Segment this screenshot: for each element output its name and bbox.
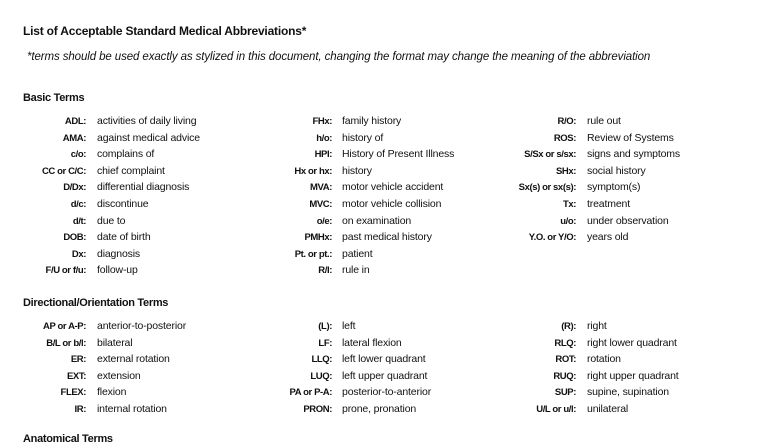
abbreviation: AP or A-P: (43, 321, 86, 332)
abbreviation-cell (0, 248, 332, 265)
abbreviation: MVC: (309, 199, 332, 210)
abbreviation: EXT: (67, 370, 86, 382)
definition: symptom(s) (587, 181, 641, 194)
definition: left lower quadrant (342, 353, 426, 366)
definition: prone, pronation (342, 403, 417, 415)
definition: external rotation (97, 353, 170, 366)
definition: rule in (342, 264, 370, 277)
abbreviation: F/U or f/u: (45, 265, 86, 277)
abbreviation: (R): (561, 321, 576, 332)
definition: against medical advice (97, 131, 200, 144)
abbreviation: SUP: (554, 387, 576, 399)
abbreviation: R/O: (557, 116, 576, 127)
definition: bilateral (97, 336, 133, 349)
definition: Review of Systems (587, 131, 674, 144)
definition: extension (97, 369, 141, 382)
abbreviation: PRON: (303, 404, 332, 415)
abbreviation-cell (0, 320, 576, 337)
format-note: *terms should be used exactly as stylized in this document, changing the format may change the meaning of the abbreviation (27, 51, 651, 63)
abbreviation-cell (0, 215, 576, 232)
abbreviation: LF: (318, 337, 332, 349)
definition: follow-up (97, 264, 138, 277)
abbreviation: d/c: (70, 199, 86, 210)
abbreviation: Dx: (71, 248, 86, 260)
definition: diagnosis (97, 247, 141, 260)
definition: history (342, 164, 372, 177)
abbreviation: IR: (74, 404, 86, 415)
abbreviation: D/Dx: (63, 182, 86, 194)
definition: flexion (97, 386, 127, 399)
abbreviation: Y.O. or Y/O: (528, 232, 576, 244)
definition: rotation (587, 353, 621, 366)
definition: patient (342, 247, 373, 260)
definition: social history (587, 164, 646, 177)
definition: date of birth (97, 231, 151, 244)
abbreviation-cell (0, 115, 576, 132)
abbreviation: h/o: (316, 132, 332, 144)
definition: anterior-to-posterior (97, 320, 187, 332)
abbreviation-cell (0, 231, 576, 248)
definition: activities of daily living (97, 115, 197, 127)
abbreviation: Pt. or pt.: (294, 248, 332, 260)
abbreviation: LUQ: (310, 370, 332, 382)
abbreviation: RUQ: (553, 370, 576, 382)
definition: signs and symptoms (587, 148, 681, 161)
definition: lateral flexion (342, 336, 402, 349)
next-section-title: Anatomical Terms (23, 433, 113, 445)
abbreviation: ROS: (553, 132, 576, 144)
abbreviation: AMA: (62, 132, 86, 144)
definition: left upper quadrant (342, 369, 428, 382)
abbreviation: MVA: (310, 182, 332, 194)
definition: internal rotation (97, 403, 167, 415)
definition: discontinue (97, 198, 149, 210)
definition: rule out (587, 115, 621, 127)
abbreviation: c/o: (70, 149, 86, 161)
abbreviation: ADL: (64, 116, 86, 127)
definition: unilateral (587, 403, 629, 415)
abbreviation: CC or C/C: (41, 165, 86, 177)
abbreviation: PMHx: (304, 232, 332, 244)
abbreviation: u/o: (560, 215, 576, 227)
abbreviation: Hx or hx: (294, 165, 332, 177)
definition: differential diagnosis (97, 181, 190, 194)
abbreviation: Sx(s) or sx(s): (518, 182, 576, 194)
abbreviation: B/L or b/l: (46, 337, 86, 349)
abbreviation: ROT: (555, 354, 576, 366)
abbreviation-cell (0, 148, 576, 165)
section-title: Basic Terms (23, 92, 85, 104)
section-title: Directional/Orientation Terms (23, 297, 169, 309)
abbreviation: LLQ: (311, 354, 332, 366)
definition: family history (342, 115, 402, 127)
definition: right upper quadrant (587, 369, 679, 382)
definition: posterior-to-anterior (342, 386, 432, 399)
abbreviation: S/Sx or s/sx: (524, 149, 576, 161)
definition: history of (342, 131, 384, 144)
definition: treatment (587, 198, 631, 210)
definition: due to (97, 214, 126, 227)
abbreviation: DOB: (63, 232, 86, 244)
abbreviation: RLQ: (554, 337, 576, 349)
abbreviation: FHx: (312, 116, 332, 127)
definition: right (587, 320, 607, 332)
definition: motor vehicle accident (342, 181, 444, 194)
definition: chief complaint (97, 164, 165, 177)
abbreviation: FLEX: (60, 387, 86, 399)
abbreviation-cell (0, 198, 576, 215)
definition: past medical history (342, 231, 432, 244)
definition: History of Present Illness (342, 148, 455, 161)
abbreviation: (L): (318, 321, 332, 332)
abbreviation: SHx: (555, 165, 576, 177)
abbreviation-cell (0, 403, 576, 420)
abbreviation: U/L or u/l: (536, 404, 576, 415)
definition: under observation (587, 214, 669, 227)
abbreviation: Tx: (562, 199, 576, 210)
abbreviation-cell (0, 264, 332, 281)
definition: right lower quadrant (587, 336, 677, 349)
abbreviation-cell (0, 132, 576, 149)
abbreviation-cell (0, 181, 576, 198)
document-title: List of Acceptable Standard Medical Abbreviations* (23, 24, 307, 38)
definition: years old (587, 231, 629, 244)
abbreviation-cell (0, 386, 576, 403)
definition: complains of (97, 148, 155, 161)
abbreviation-cell (0, 337, 576, 354)
abbreviation: PA or P-A: (289, 387, 332, 399)
abbreviation-cell (0, 165, 576, 182)
abbreviation: d/t: (72, 215, 86, 227)
abbreviation-cell (0, 353, 576, 370)
abbreviation: ER: (70, 354, 86, 366)
abbreviation: HPI: (314, 149, 332, 161)
definition: supine, supination (587, 386, 669, 399)
definition: left (342, 320, 356, 332)
abbreviation: o/e: (316, 215, 332, 227)
abbreviation: R/I: (318, 265, 332, 277)
abbreviation-cell (0, 370, 576, 387)
definition: motor vehicle collision (342, 198, 442, 210)
definition: on examination (342, 214, 412, 227)
